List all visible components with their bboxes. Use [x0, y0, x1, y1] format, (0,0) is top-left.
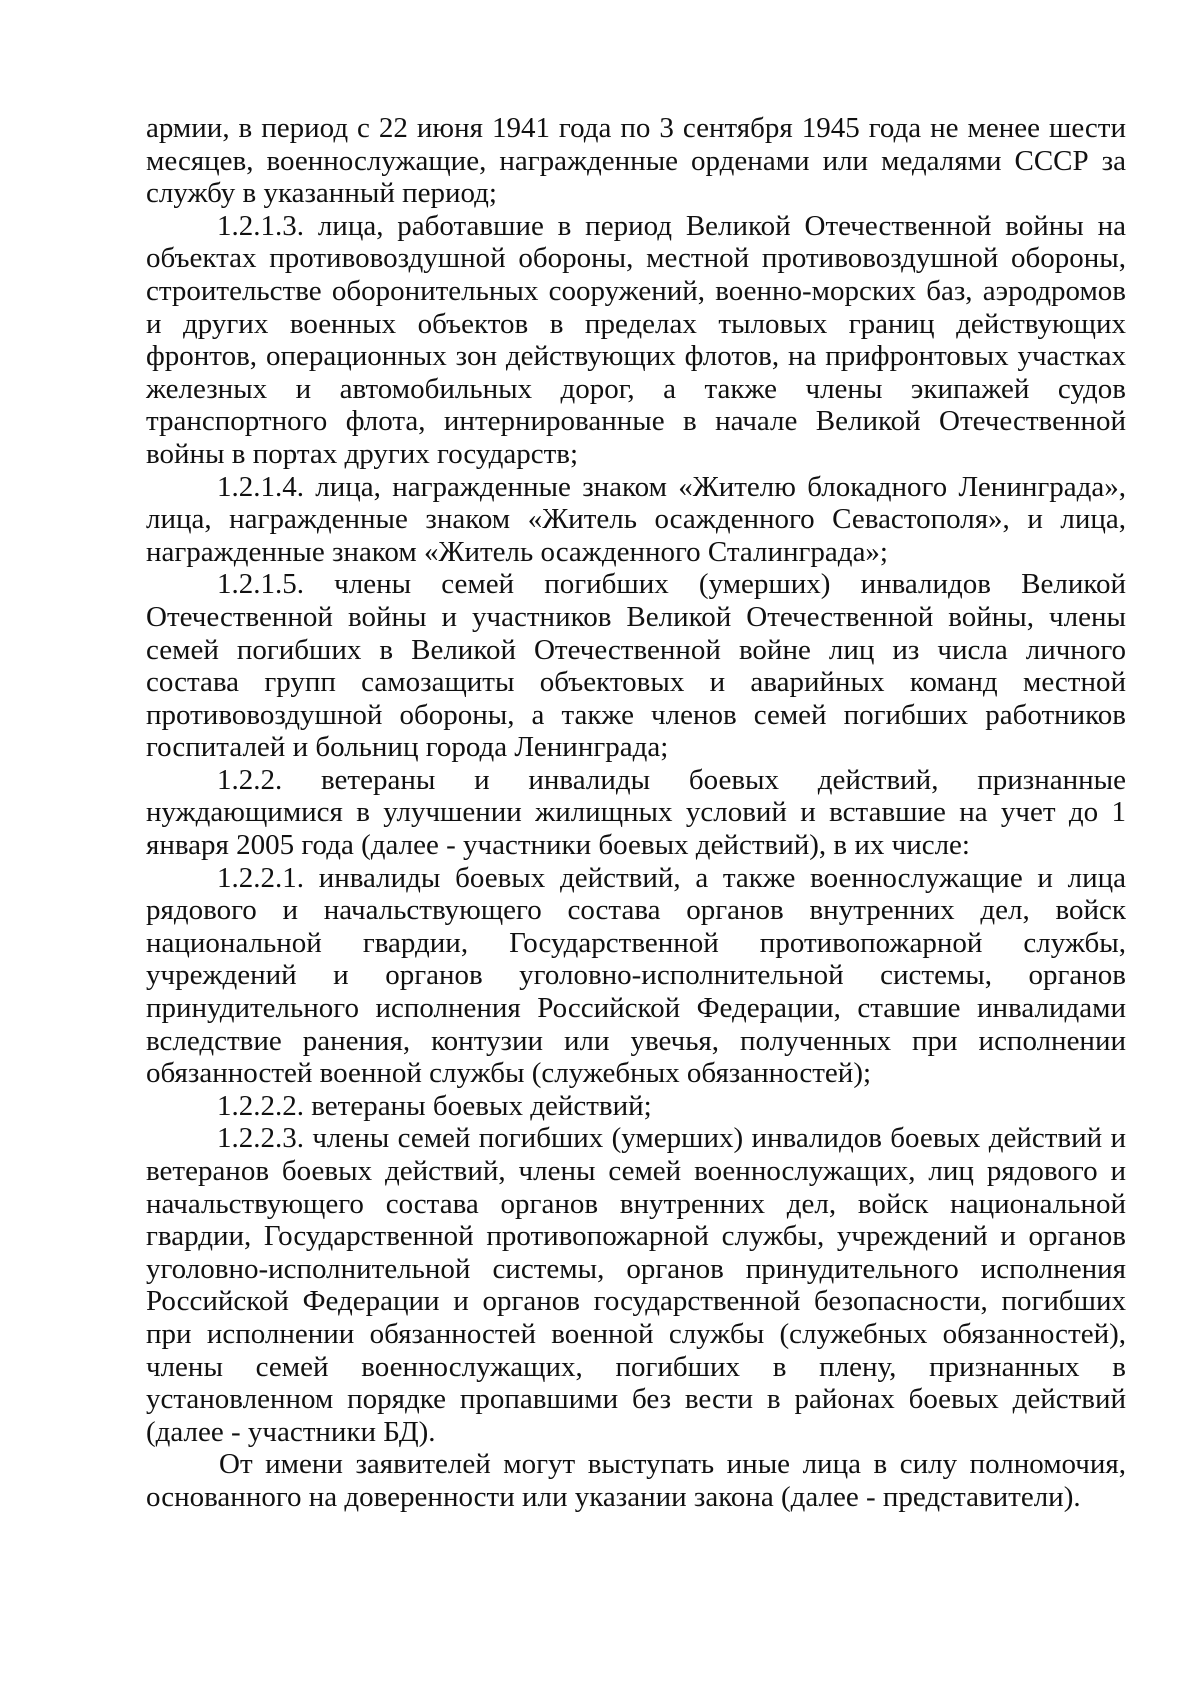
- paragraph-1-2-1-3: 1.2.1.3. лица, работавшие в период Великой Отечественной войны на объектах противовоздушной обороны, местной противовоздушной обороны, строительстве оборонительных сооружений, военно-морских баз, аэродромов и других военных объектов в пределах тыловых границ действующих фронтов, операционных зон действующих флотов, на прифронтовых участках железных и автомобильных дорог, а также члены экипажей судов транспортного флота, интернированные в начале Великой Отечественной войны в портах других государств;: [146, 209, 1126, 470]
- paragraph-representatives: От имени заявителей могут выступать иные лица в силу полномочия, основанного на доверенности или указании закона (далее - представители).: [146, 1448, 1126, 1513]
- paragraph-1-2-2-1: 1.2.2.1. инвалиды боевых действий, а также военнослужащие и лица рядового и начальствующего состава органов внутренних дел, войск национальной гвардии, Государственной противопожарной службы, учреждений и органов уголовно-исполнительной системы, органов принудительного исполнения Российской Федерации, ставшие инвалидами вследствие ранения, контузии или увечья, полученных при исполнении обязанностей военной службы (служебных обязанностей);: [146, 861, 1126, 1090]
- paragraph-1-2-2-2: 1.2.2.2. ветераны боевых действий;: [217, 1089, 652, 1122]
- paragraph-1-2-2: 1.2.2. ветераны и инвалиды боевых действий, признанные нуждающимися в улучшении жилищных условий и вставшие на учет до 1 января 2005 года (далее - участники боевых действий), в их числе:: [146, 763, 1126, 862]
- paragraph-1-2-1-5: 1.2.1.5. члены семей погибших (умерших) инвалидов Великой Отечественной войны и участников Великой Отечественной войны, члены семей погибших в Великой Отечественной войне лиц из числа личного состава групп самозащиты объектовых и аварийных команд местной противовоздушной обороны, а также членов семей погибших работников госпиталей и больниц города Ленинграда;: [146, 568, 1126, 764]
- paragraph-1-2-2-3: 1.2.2.3. члены семей погибших (умерших) инвалидов боевых действий и ветеранов боевых действий, члены семей военнослужащих, лиц рядового и начальствующего состава органов внутренних дел, войск национальной гвардии, Государственной противопожарной службы, учреждений и органов уголовно-исполнительной системы, органов принудительного исполнения Российской Федерации и органов государственной безопасности, погибших при исполнении обязанностей военной службы (служебных обязанностей), члены семей военнослужащих, погибших в плену, признанных в установленном порядке пропавшими без вести в районах боевых действий (далее - участники БД).: [146, 1122, 1126, 1448]
- paragraph-1-2-1-4: 1.2.1.4. лица, награжденные знаком «Жителю блокадного Ленинграда», лица, награжденные знаком «Житель осажденного Севастополя», и лица, награжденные знаком «Житель осажденного Сталинграда»;: [146, 470, 1126, 568]
- document-body: [146, 112, 1126, 1514]
- paragraph-continuation: армии, в период с 22 июня 1941 года по 3 сентября 1945 года не менее шести месяцев, военнослужащие, награжденные орденами или медалями СССР за службу в указанный период;: [146, 112, 1126, 210]
